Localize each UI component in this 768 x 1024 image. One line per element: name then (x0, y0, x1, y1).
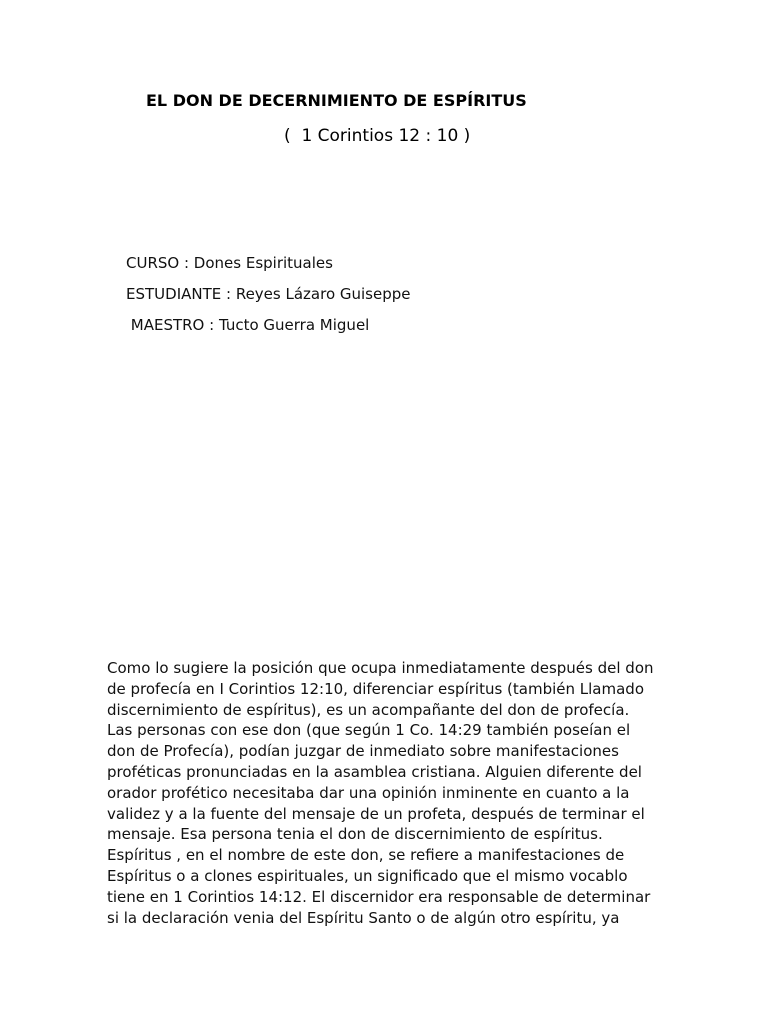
body-line: discernimiento de espíritus), es un acompañante del don de profecía. (107, 700, 630, 719)
body-line: Las personas con ese don (que según 1 Co. 14:29 también poseían el (107, 721, 631, 740)
course-line: CURSO : Dones Espirituales (126, 254, 333, 272)
scripture-reference: ( 1 Corintios 12 : 10 ) (284, 126, 471, 146)
document-title: EL DON DE DECERNIMIENTO DE ESPÍRITUS (146, 91, 527, 110)
teacher-line: MAESTRO : Tucto Guerra Miguel (126, 316, 370, 334)
info-block (126, 253, 411, 346)
body-line: orador profético necesitaba dar una opinión inminente en cuanto a la (107, 783, 630, 802)
body-line: si la declaración venia del Espíritu Santo o de algún otro espíritu, ya (107, 908, 620, 927)
body-line: Espíritus o a clones espirituales, un significado que el mismo vocablo (107, 866, 628, 885)
body-line: Espíritus , en el nombre de este don, se refiere a manifestaciones de (107, 846, 625, 865)
body-line: de profecía en I Corintios 12:10, diferenciar espíritus (también Llamado (107, 679, 644, 698)
body-line: tiene en 1 Corintios 14:12. El discernidor era responsable de determinar (107, 887, 651, 906)
body-line: validez y a la fuente del mensaje de un profeta, después de terminar el (107, 804, 645, 823)
student-line: ESTUDIANTE : Reyes Lázaro Guiseppe (126, 285, 411, 303)
body-line: Como lo sugiere la posición que ocupa inmediatamente después del don (107, 659, 654, 677)
body-line: mensaje. Esa persona tenia el don de discernimiento de espíritus. (107, 825, 603, 844)
body-line: don de Profecía), podían juzgar de inmediato sobre manifestaciones (107, 742, 619, 761)
body-paragraph (107, 658, 757, 928)
body-line: proféticas pronunciadas en la asamblea cristiana. Alguien diferente del (107, 762, 642, 781)
